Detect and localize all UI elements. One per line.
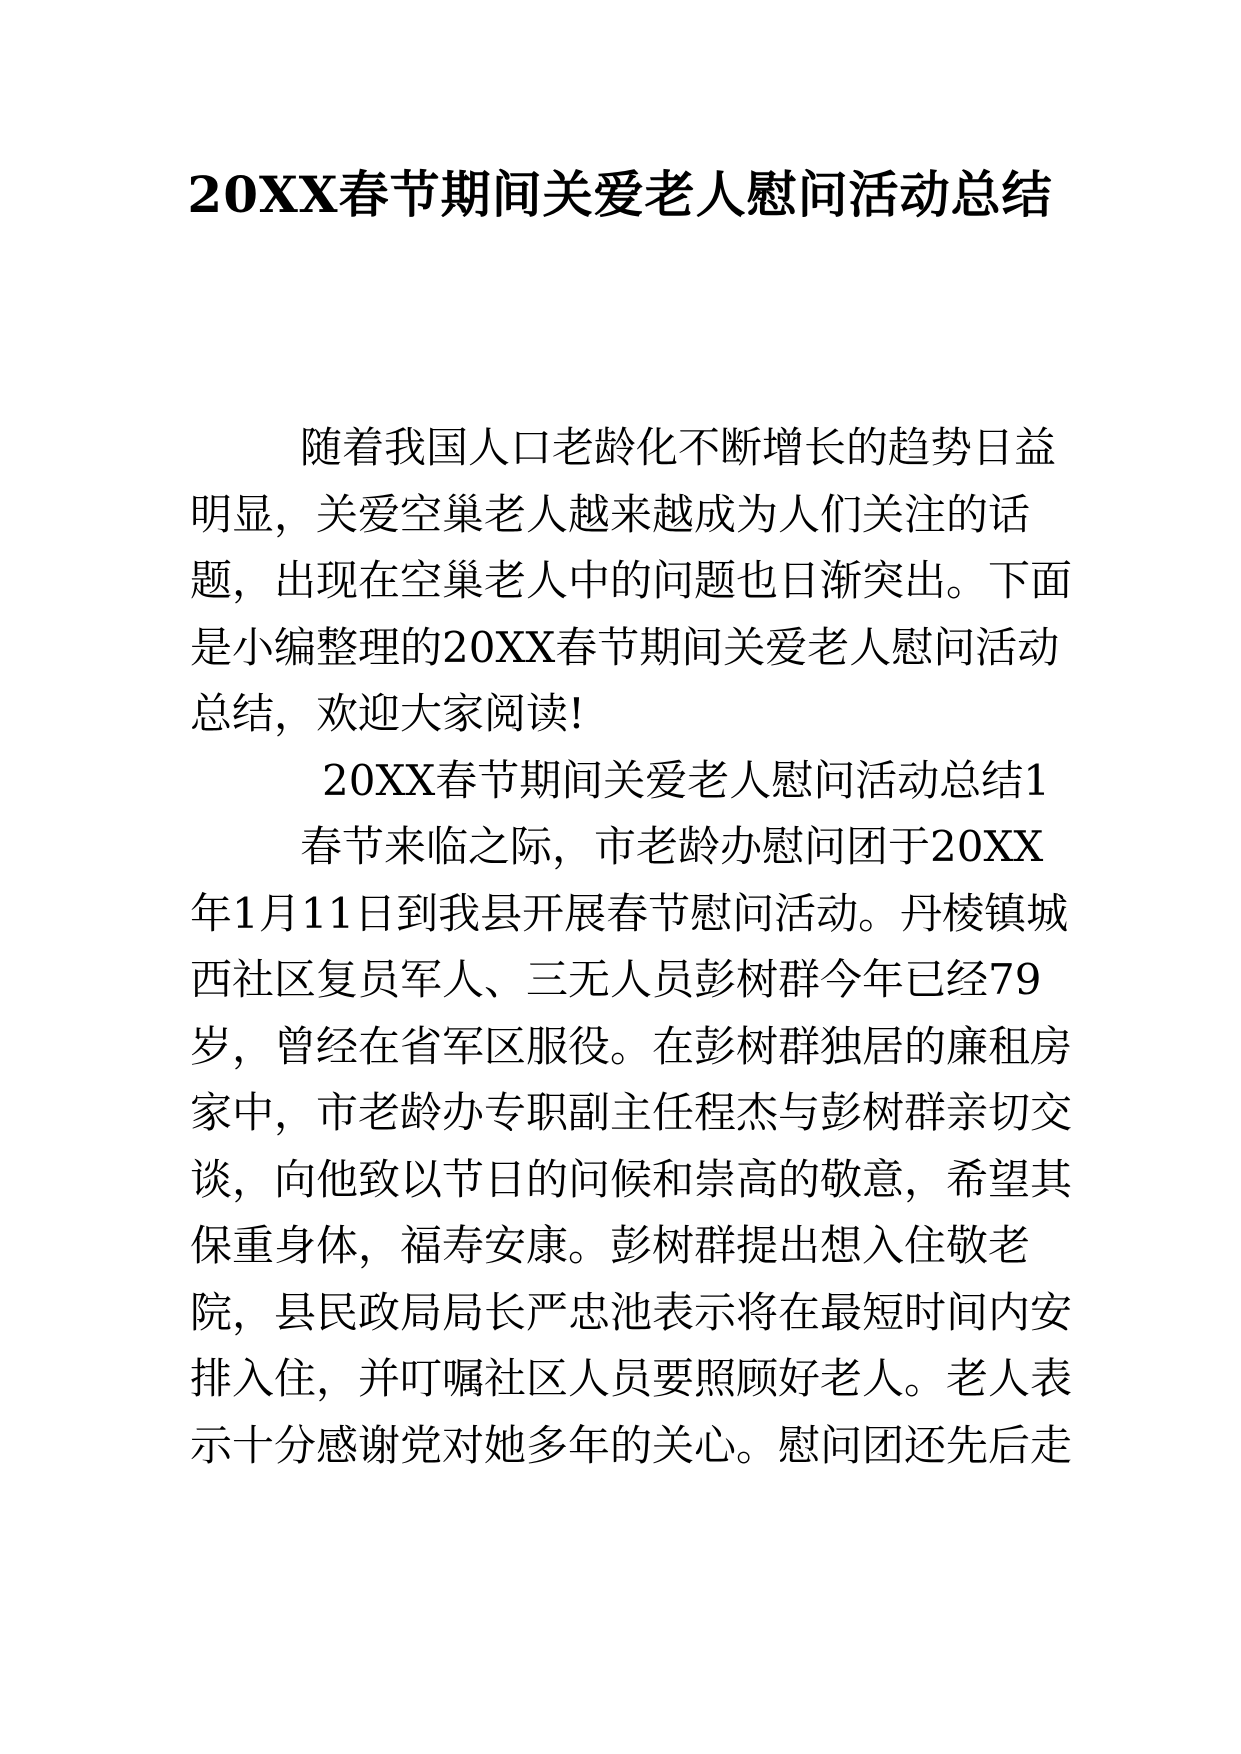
intro-paragraph: 随着我国人口老龄化不断增长的趋势日益明显，关爱空巢老人越来越成为人们关注的话题，出现在空巢老人中的问题也日渐突出。下面是小编整理的20XX春节期间关爱老人慰问活动总结，欢迎大家阅读! [190, 423, 1073, 738]
body-paragraph: 春节来临之际，市老龄办慰问团于20XX年1月11日到我县开展春节慰问活动。丹棱镇城西社区复员军人、三无人员彭树群今年已经79岁，曾经在省军区服役。在彭树群独居的廉租房家中，市老龄办专职副主任程杰与彭树群亲切交谈，向他致以节日的问候和崇高的敬意，希望其保重身体，福寿安康。彭树群提出想入住敬老院，县民政局局长严忠池表示将在最短时间内安排入住，并叮嘱社区人员要照顾好老人。老人表示十分感谢党对她多年的关心。慰问团还先后走 [190, 822, 1073, 1470]
section-heading: 20XX春节期间关爱老人慰问活动总结1 [322, 755, 1050, 805]
document-title: 20XX春节期间关爱老人慰问活动总结 [187, 165, 1053, 224]
document-body [190, 415, 1080, 1479]
